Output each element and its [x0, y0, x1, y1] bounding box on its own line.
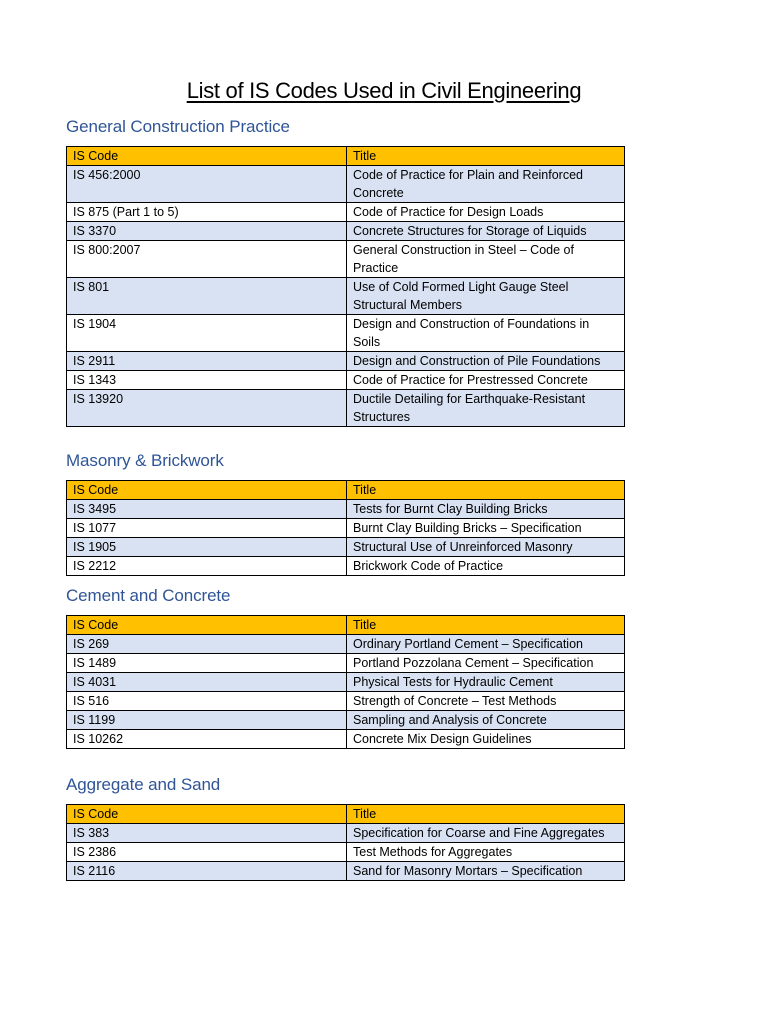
- code-cell: IS 1077: [67, 519, 347, 538]
- table-row: [67, 166, 625, 203]
- code-cell: IS 801: [67, 278, 347, 315]
- title-cell: Ductile Detailing for Earthquake-Resistant Structures: [347, 390, 625, 427]
- table-row: [67, 500, 625, 519]
- table-row: [67, 692, 625, 711]
- section-cement-concrete: [66, 585, 624, 749]
- table-row: [67, 824, 625, 843]
- column-header-title: Title: [347, 616, 625, 635]
- code-cell: IS 1489: [67, 654, 347, 673]
- section-heading: Masonry & Brickwork: [66, 451, 224, 470]
- section-general-construction: [66, 116, 624, 427]
- title-cell: Design and Construction of Pile Foundations: [347, 352, 625, 371]
- title-cell: Code of Practice for Plain and Reinforced Concrete: [347, 166, 625, 203]
- table-row: [67, 371, 625, 390]
- code-cell: IS 1199: [67, 711, 347, 730]
- table-row: [67, 278, 625, 315]
- code-cell: IS 456:2000: [67, 166, 347, 203]
- section-heading: General Construction Practice: [66, 117, 290, 136]
- section-heading: Cement and Concrete: [66, 586, 231, 605]
- table-row: [67, 557, 625, 576]
- title-cell: Strength of Concrete – Test Methods: [347, 692, 625, 711]
- title-cell: Specification for Coarse and Fine Aggregates: [347, 824, 625, 843]
- code-cell: IS 383: [67, 824, 347, 843]
- title-cell: Physical Tests for Hydraulic Cement: [347, 673, 625, 692]
- table-row: [67, 203, 625, 222]
- table-header-row: [67, 147, 625, 166]
- is-code-table: [66, 615, 625, 749]
- title-cell: Tests for Burnt Clay Building Bricks: [347, 500, 625, 519]
- code-cell: IS 1343: [67, 371, 347, 390]
- table-row: [67, 673, 625, 692]
- section-aggregate-sand: [66, 774, 624, 881]
- table-row: [67, 635, 625, 654]
- column-header-title: Title: [347, 147, 625, 166]
- title-cell: Code of Practice for Design Loads: [347, 203, 625, 222]
- column-header-code: IS Code: [67, 481, 347, 500]
- table-row: [67, 222, 625, 241]
- document-title: List of IS Codes Used in Civil Engineering: [186, 78, 582, 103]
- table-row: [67, 519, 625, 538]
- code-cell: IS 800:2007: [67, 241, 347, 278]
- code-cell: IS 1904: [67, 315, 347, 352]
- title-cell: Concrete Structures for Storage of Liquids: [347, 222, 625, 241]
- column-header-code: IS Code: [67, 616, 347, 635]
- code-cell: IS 875 (Part 1 to 5): [67, 203, 347, 222]
- is-code-table: [66, 146, 625, 427]
- table-row: [67, 654, 625, 673]
- table-row: [67, 352, 625, 371]
- title-cell: Test Methods for Aggregates: [347, 843, 625, 862]
- table-row: [67, 711, 625, 730]
- table-row: [67, 538, 625, 557]
- column-header-code: IS Code: [67, 147, 347, 166]
- section-heading: Aggregate and Sand: [66, 775, 221, 794]
- column-header-title: Title: [347, 481, 625, 500]
- code-cell: IS 2116: [67, 862, 347, 881]
- title-cell: Brickwork Code of Practice: [347, 557, 625, 576]
- table-header-row: [67, 481, 625, 500]
- is-code-table: [66, 804, 625, 881]
- title-cell: Concrete Mix Design Guidelines: [347, 730, 625, 749]
- code-cell: IS 3495: [67, 500, 347, 519]
- title-cell: Portland Pozzolana Cement – Specification: [347, 654, 625, 673]
- code-cell: IS 3370: [67, 222, 347, 241]
- title-cell: Ordinary Portland Cement – Specification: [347, 635, 625, 654]
- title-cell: Burnt Clay Building Bricks – Specification: [347, 519, 625, 538]
- code-cell: IS 10262: [67, 730, 347, 749]
- column-header-title: Title: [347, 805, 625, 824]
- table-row: [67, 241, 625, 278]
- title-cell: Use of Cold Formed Light Gauge Steel Structural Members: [347, 278, 625, 315]
- table-row: [67, 315, 625, 352]
- section-masonry-brickwork: [66, 450, 624, 576]
- title-cell: Sampling and Analysis of Concrete: [347, 711, 625, 730]
- code-cell: IS 516: [67, 692, 347, 711]
- title-cell: Code of Practice for Prestressed Concrete: [347, 371, 625, 390]
- code-cell: IS 2911: [67, 352, 347, 371]
- table-row: [67, 390, 625, 427]
- code-cell: IS 2386: [67, 843, 347, 862]
- table-row: [67, 843, 625, 862]
- table-row: [67, 730, 625, 749]
- code-cell: IS 1905: [67, 538, 347, 557]
- table-row: [67, 862, 625, 881]
- code-cell: IS 2212: [67, 557, 347, 576]
- title-cell: Sand for Masonry Mortars – Specification: [347, 862, 625, 881]
- code-cell: IS 13920: [67, 390, 347, 427]
- column-header-code: IS Code: [67, 805, 347, 824]
- table-header-row: [67, 616, 625, 635]
- title-cell: Design and Construction of Foundations in Soils: [347, 315, 625, 352]
- table-header-row: [67, 805, 625, 824]
- title-cell: General Construction in Steel – Code of Practice: [347, 241, 625, 278]
- title-cell: Structural Use of Unreinforced Masonry: [347, 538, 625, 557]
- is-code-table: [66, 480, 625, 576]
- code-cell: IS 4031: [67, 673, 347, 692]
- code-cell: IS 269: [67, 635, 347, 654]
